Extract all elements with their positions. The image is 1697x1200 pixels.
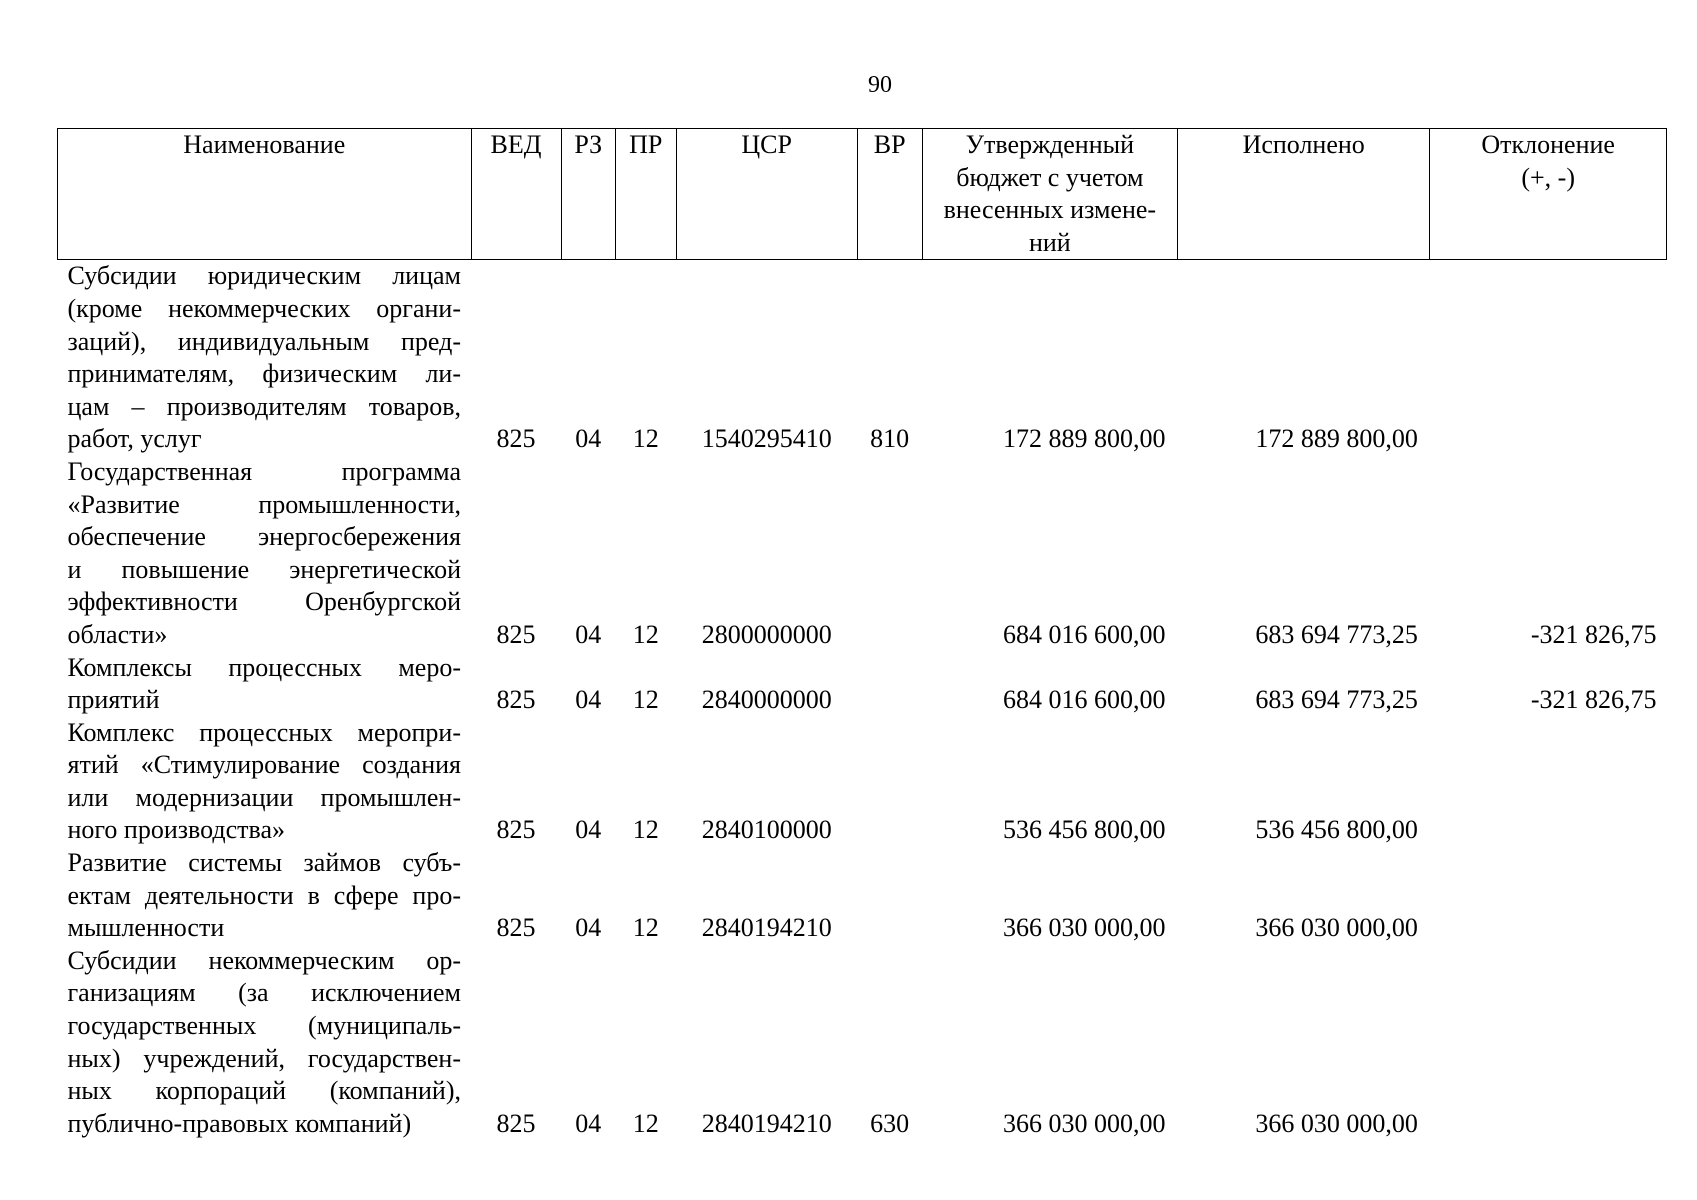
row-deviation — [1430, 260, 1667, 456]
row-approved: 684 016 600,00 — [1003, 619, 1166, 649]
budget-table — [57, 128, 1667, 1140]
row-approved: 536 456 800,00 — [1003, 815, 1166, 845]
row-name-line: Комплексы процессных меро- — [67, 652, 461, 682]
row-vr — [857, 652, 922, 717]
row-pr: 12 — [632, 913, 659, 943]
row-ved: 825 — [496, 685, 536, 715]
row-name-line: обеспечение энергосбережения — [67, 522, 461, 552]
row-ved: 825 — [496, 1108, 536, 1138]
row-rz: 04 — [575, 913, 602, 943]
row-pr: 12 — [632, 1108, 659, 1138]
header-rz: РЗ — [561, 129, 615, 260]
row-name-line: ганизациям (за исключением — [67, 978, 461, 1008]
header-deviation: Отклонение (+, -) — [1430, 129, 1667, 260]
row-ved: 825 — [496, 913, 536, 943]
row-executed: 683 694 773,25 — [1255, 685, 1418, 715]
row-ved: 825 — [496, 619, 536, 649]
row-rz: 04 — [575, 424, 602, 454]
row-approved: 684 016 600,00 — [1003, 685, 1166, 715]
row-name — [58, 652, 472, 717]
row-pr: 12 — [632, 619, 659, 649]
row-vr — [857, 456, 922, 652]
row-vr — [857, 717, 922, 847]
row-csr: 2840194210 — [701, 913, 832, 943]
row-name-line: Комплекс процессных меропри- — [67, 717, 461, 747]
row-name-line: публично-правовых компаний) — [67, 1108, 412, 1138]
row-name-line: ектам деятельности в сфере про- — [67, 880, 461, 910]
row-vr: 630 — [870, 1108, 910, 1138]
row-deviation: -321 826,75 — [1530, 685, 1657, 715]
row-name-line: ного производства» — [67, 815, 285, 845]
row-rz: 04 — [575, 1108, 602, 1138]
header-executed: Исполнено — [1178, 129, 1430, 260]
row-name — [58, 456, 472, 652]
table-body — [58, 260, 1667, 1141]
row-name-line: мышленности — [67, 913, 225, 943]
row-rz: 04 — [575, 619, 602, 649]
row-rz: 04 — [575, 815, 602, 845]
row-name-line: ных корпораций (компаний), — [67, 1076, 461, 1106]
row-csr: 2840100000 — [701, 815, 832, 845]
row-name-line: заций), индивидуальным пред- — [67, 326, 461, 356]
row-csr: 1540295410 — [701, 424, 832, 454]
table-header — [58, 129, 1667, 260]
row-pr: 12 — [632, 815, 659, 845]
row-name-line: ных) учреждений, государствен- — [67, 1043, 461, 1073]
row-name-line: эффективности Оренбургской — [67, 587, 461, 617]
row-name-line: «Развитие промышленности, — [67, 489, 461, 519]
table-row — [58, 652, 1667, 717]
row-name-line: Развитие системы займов субъ- — [67, 848, 461, 878]
row-pr: 12 — [632, 685, 659, 715]
row-name — [58, 945, 472, 1141]
row-name-line: ятий «Стимулирование создания — [67, 750, 461, 780]
row-approved: 172 889 800,00 — [1003, 424, 1166, 454]
row-name-line: государственных (муниципаль- — [67, 1011, 461, 1041]
row-executed: 366 030 000,00 — [1255, 1108, 1418, 1138]
row-approved: 366 030 000,00 — [1003, 1108, 1166, 1138]
row-executed: 366 030 000,00 — [1255, 913, 1418, 943]
row-ved: 825 — [496, 815, 536, 845]
row-name-line: работ, услуг — [67, 424, 202, 454]
row-name-line: области» — [67, 619, 168, 649]
row-vr: 810 — [870, 424, 910, 454]
row-pr: 12 — [632, 424, 659, 454]
row-name-line: Субсидии некоммерческим ор- — [67, 945, 461, 975]
row-csr: 2840000000 — [701, 685, 832, 715]
row-rz: 04 — [575, 685, 602, 715]
row-name — [58, 260, 472, 456]
row-name-line: Субсидии юридическим лицам — [67, 261, 461, 291]
row-ved: 825 — [496, 424, 536, 454]
row-name-line: или модернизации промышлен- — [67, 782, 461, 812]
row-name-line: принимателям, физическим ли- — [67, 359, 461, 389]
row-name-line: Государственная программа — [67, 456, 461, 486]
row-name-line: (кроме некоммерческих органи- — [67, 293, 461, 323]
header-pr: ПР — [615, 129, 676, 260]
row-deviation: -321 826,75 — [1530, 619, 1657, 649]
header-name: Наименование — [58, 129, 472, 260]
row-executed: 683 694 773,25 — [1255, 619, 1418, 649]
row-deviation — [1430, 717, 1667, 847]
row-name — [58, 847, 472, 945]
table-row — [58, 847, 1667, 945]
row-vr — [857, 847, 922, 945]
row-name-line: и повышение энергетической — [67, 554, 461, 584]
table-row — [58, 945, 1667, 1141]
header-vr: ВР — [857, 129, 922, 260]
row-csr: 2840194210 — [701, 1108, 832, 1138]
row-deviation — [1430, 847, 1667, 945]
row-name — [58, 717, 472, 847]
row-executed: 172 889 800,00 — [1255, 424, 1418, 454]
header-ved: ВЕД — [471, 129, 561, 260]
table-row — [58, 717, 1667, 847]
row-csr: 2800000000 — [701, 619, 832, 649]
row-deviation — [1430, 945, 1667, 1141]
table-row — [58, 456, 1667, 652]
row-name-line: цам – производителям товаров, — [67, 391, 461, 421]
header-csr: ЦСР — [676, 129, 857, 260]
header-approved: Утвержденный бюджет с учетом внесенных измене- ний — [922, 129, 1177, 260]
row-approved: 366 030 000,00 — [1003, 913, 1166, 943]
row-executed: 536 456 800,00 — [1255, 815, 1418, 845]
table-row — [58, 260, 1667, 456]
row-name-line: приятий — [67, 685, 160, 715]
page-number: 90 — [868, 72, 892, 98]
